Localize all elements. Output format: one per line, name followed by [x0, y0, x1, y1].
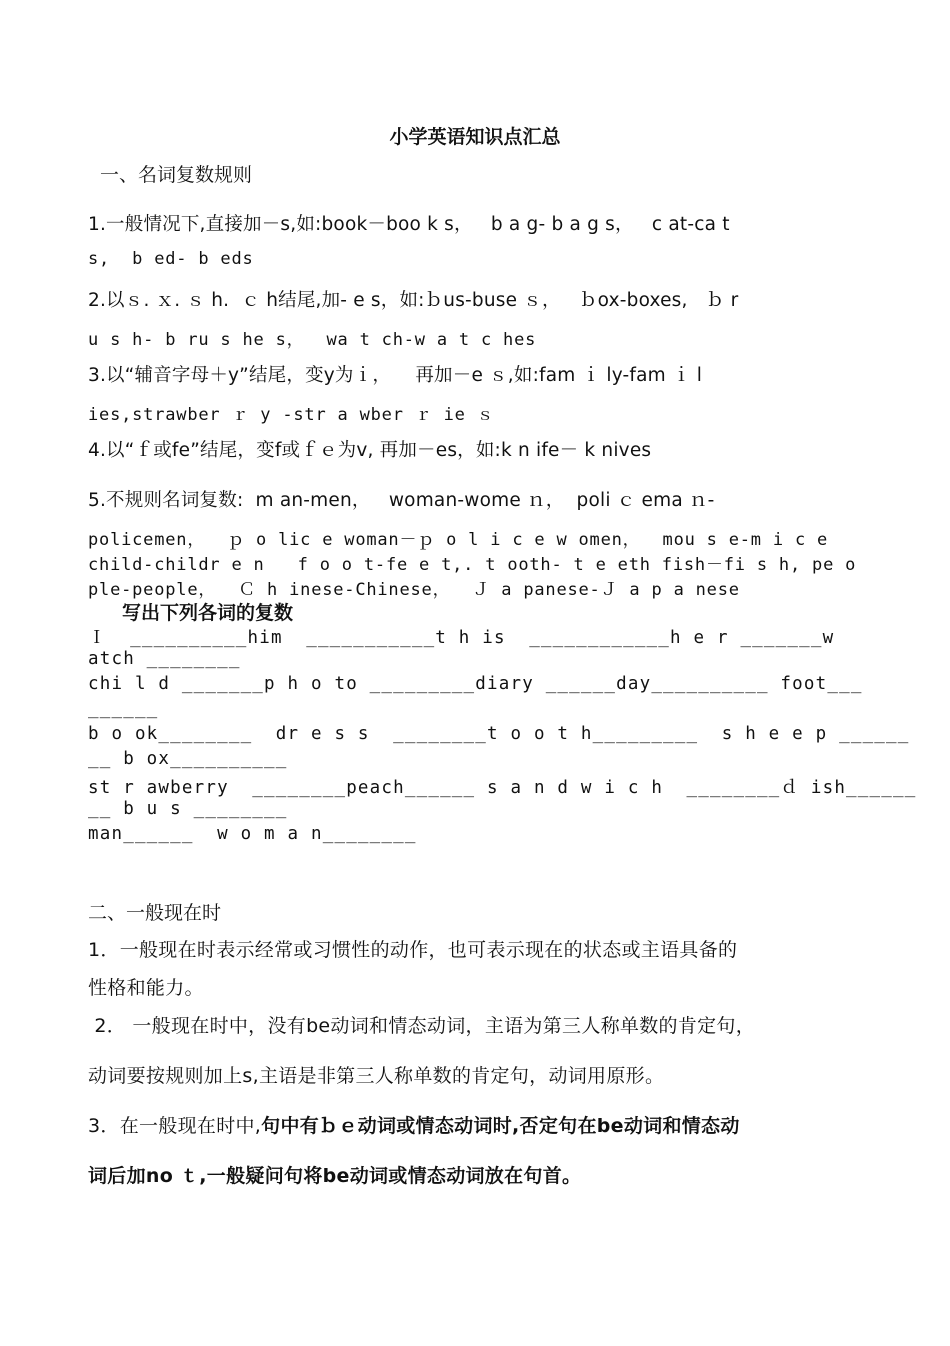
exercise-heading: 写出下列各词的复数	[122, 602, 294, 624]
exercise-line: chi l d _______p h o to _________diary ______day__________ foot___	[88, 674, 863, 694]
rule1-line1: 1.一般情况下,直接加－s,如:book－boo k s， b a g- b a g s， c at-ca t	[88, 214, 730, 235]
rule5-line4: ple-people， Ｃ h inese-Chinese， Ｊ a panese-Ｊ a p a nese	[88, 580, 740, 600]
section2-p2-line2: 动词要按规则加上s,主语是非第三人称单数的肯定句，动词用原形。	[88, 1065, 665, 1087]
exercise-line: __ b u s ________	[88, 799, 288, 819]
exercise-line: ______	[88, 699, 159, 719]
rule4-line: 4.以“ｆ或fe”结尾，变f或ｆｅ为v, 再加－es，如:k n ife－ k nives	[88, 440, 652, 461]
section2-p3-plain: 3．在一般现在时中,	[88, 1115, 262, 1137]
section2-p3-line2: 词后加no ｔ,一般疑问句将be动词或情态动词放在句首。	[88, 1165, 582, 1187]
section2-p2-line1: 2． 一般现在时中，没有be动词和情态动词，主语为第三人称单数的肯定句，	[88, 1015, 756, 1037]
section2-p3-line1	[88, 1111, 878, 1138]
section2-p1-line2: 性格和能力。	[88, 977, 204, 999]
section2-p1-line1: 1．一般现在时表示经常或习惯性的动作，也可表示现在的状态或主语具备的	[88, 939, 738, 961]
exercise-line: st r awberry ________peach______ s a n d w i c h ________ｄ ish______	[88, 778, 917, 798]
rule5-line3: child-childr e n f o o t-fe e t,. t ooth- t e eth fish－fi s h, pe o	[88, 555, 857, 575]
rule1-line2: s, b ed- b eds	[88, 249, 254, 269]
rule5-line2: policemen， ｐ o lic e woman－ｐ o l i c e w omen， mou s e-m i c e	[88, 530, 829, 550]
rule2-line1: 2.以ｓ. ｘ. ｓ h. ｃ h结尾,加- e s，如:ｂus-buse ｓ， ｂox-boxes, ｂ r	[88, 290, 739, 311]
section1-heading: 一、名词复数规则	[100, 164, 253, 186]
page-title: 小学英语知识点汇总	[389, 126, 561, 148]
section2-heading: 二、一般现在时	[88, 902, 222, 924]
exercise-line: atch ________	[88, 649, 241, 669]
rule5-line1: 5.不规则名词复数: m an-men， woman-wome ｎ， poli ｃ ema ｎ-	[88, 490, 715, 511]
exercise-line: Ｉ __________him ___________t h is ____________h e r _______w	[88, 628, 835, 648]
exercise-line: man______ w o m a n________	[88, 824, 417, 844]
section2-p3-bold: 句中有ｂｅ动词或情态动词时,否定句在be动词和情态动	[261, 1115, 740, 1137]
exercise-line: b o ok________ dr e s s ________t o o t h_________ s h e e p ______	[88, 724, 910, 744]
exercise-line: __ b ox__________	[88, 749, 288, 769]
rule3-line1: 3.以“辅音字母＋y”结尾，变y为ｉ， 再加－e ｓ,如:fam ｉ ly-fam ｉ l	[88, 365, 703, 386]
rule3-line2: ies,strawber ｒ y -str a wber ｒ ie ｓ	[88, 405, 495, 425]
rule2-line2: u s h- b ru s he s， wa t ch-w a t c hes	[88, 330, 537, 350]
